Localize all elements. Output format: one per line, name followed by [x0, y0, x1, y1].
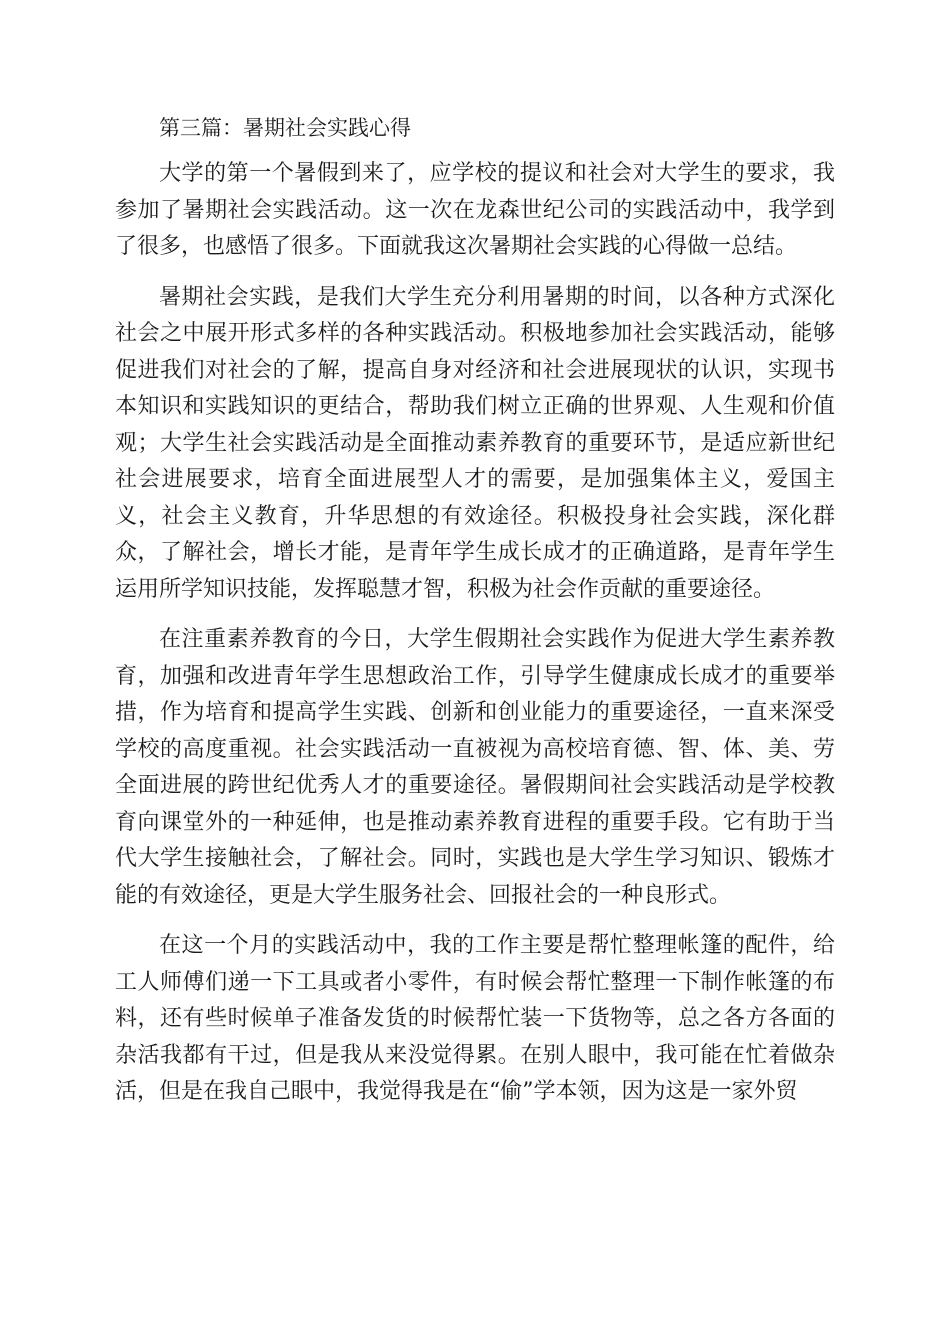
paragraph-1: 大学的第一个暑假到来了，应学校的提议和社会对大学生的要求，我参加了暑期社会实践活动。这一次在龙森世纪公司的实践活动中，我学到了很多，也感悟了很多。下面就我这次暑期社会实践的心得做一总结。 — [115, 161, 835, 259]
document-body — [115, 110, 835, 1125]
paragraph-3: 在注重素养教育的今日，大学生假期社会实践作为促进大学生素养教育，加强和改进青年学生思想政治工作，引导学生健康成长成才的重要举措，作为培育和提高学生实践、创新和创业能力的重要途径，一直来深受学校的高度重视。社会实践活动一直被视为高校培育德、智、体、美、劳全面进展的跨世纪优秀人才的重要途径。暑假期间社会实践活动是学校教育向课堂外的一种延伸，也是推动素养教育进程的重要手段。它有助于当代大学生接触社会，了解社会。同时，实践也是大学生学习知识、锻炼才能的有效途径，更是大学生服务社会、回报社会的一种良形式。 — [115, 627, 835, 908]
document-title: 第三篇：暑期社会实践心得 — [159, 116, 411, 140]
paragraph-2: 暑期社会实践，是我们大学生充分利用暑期的时间，以各种方式深化社会之中展开形式多样的各种实践活动。积极地参加社会实践活动，能够促进我们对社会的了解，提高自身对经济和社会进展现状的认识，实现书本知识和实践知识的更结合，帮助我们树立正确的世界观、人生观和价值观；大学生社会实践活动是全面推动素养教育的重要环节，是适应新世纪社会进展要求，培育全面进展型人才的需要，是加强集体主义，爱国主义，社会主义教育，升华思想的有效途径。积极投身社会实践，深化群众，了解社会，增长才能，是青年学生成长成才的正确道路，是青年学生运用所学知识技能，发挥聪慧才智，积极为社会作贡献的重要途径。 — [115, 284, 835, 602]
paragraph-4: 在这一个月的实践活动中，我的工作主要是帮忙整理帐篷的配件，给工人师傅们递一下工具或者小零件，有时候会帮忙整理一下制作帐篷的布料，还有些时候单子准备发货的时候帮忙装一下货物等，总之各方各面的杂活我都有干过，但是我从来没觉得累。在别人眼中，我可能在忙着做杂活，但是在我自己眼中，我觉得我是在“偷”学本领，因为这是一家外贸 — [115, 933, 835, 1104]
